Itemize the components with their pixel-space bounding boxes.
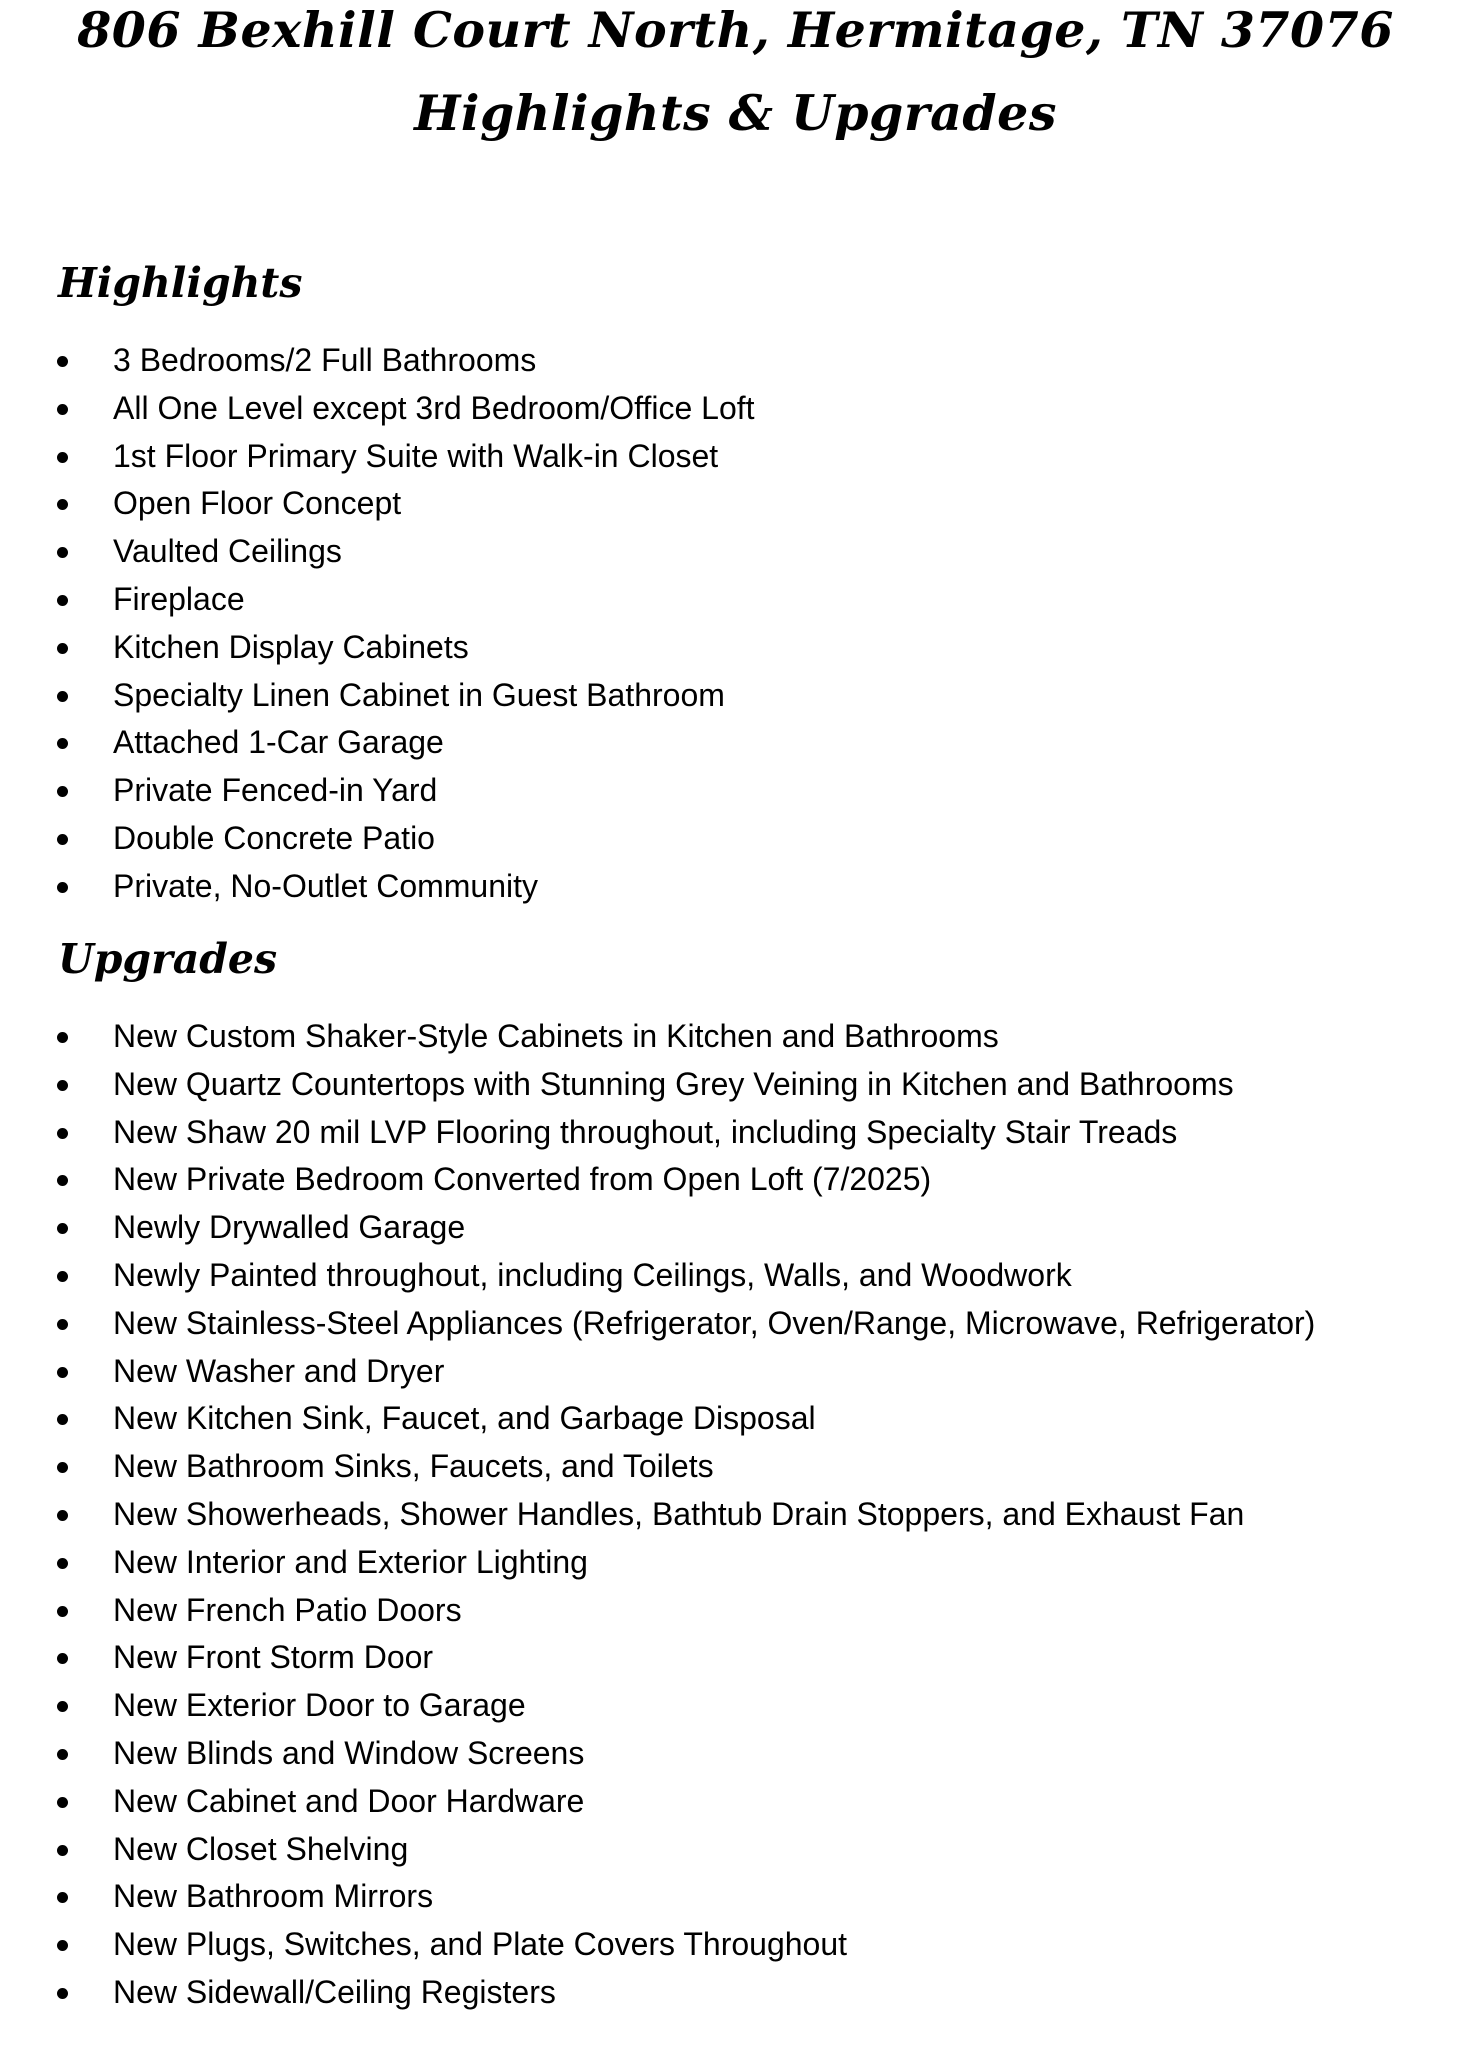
upgrade-item-text: New Kitchen Sink, Faucet, and Garbage Disposal bbox=[113, 1400, 816, 1437]
highlight-item-text: Vaulted Ceilings bbox=[113, 533, 342, 570]
upgrades-list bbox=[0, 1013, 1471, 2017]
upgrade-item bbox=[0, 1587, 1471, 1635]
highlight-item bbox=[0, 385, 1471, 433]
highlight-item bbox=[0, 672, 1471, 720]
bullet-icon bbox=[57, 1845, 68, 1856]
upgrade-item bbox=[0, 1204, 1471, 1252]
bullet-icon bbox=[57, 1128, 68, 1139]
upgrade-item bbox=[0, 1443, 1471, 1491]
upgrade-item bbox=[0, 1730, 1471, 1778]
upgrade-item bbox=[0, 1491, 1471, 1539]
highlights-heading: Highlights bbox=[58, 259, 303, 307]
bullet-icon bbox=[57, 643, 68, 654]
upgrade-item-text: New Blinds and Window Screens bbox=[113, 1734, 585, 1771]
bullet-icon bbox=[57, 1271, 68, 1282]
highlight-item-text: All One Level except 3rd Bedroom/Office Loft bbox=[113, 389, 755, 426]
highlight-item-text: Kitchen Display Cabinets bbox=[113, 628, 469, 665]
bullet-icon bbox=[57, 1462, 68, 1473]
upgrade-item-text: New Showerheads, Shower Handles, Bathtub Drain Stoppers, and Exhaust Fan bbox=[113, 1495, 1245, 1532]
upgrade-item bbox=[0, 1013, 1471, 1061]
highlight-item bbox=[0, 624, 1471, 672]
bullet-icon bbox=[57, 1988, 68, 1999]
upgrade-item-text: New Closet Shelving bbox=[113, 1830, 409, 1867]
upgrade-item bbox=[0, 1348, 1471, 1396]
upgrade-item bbox=[0, 1156, 1471, 1204]
bullet-icon bbox=[57, 1701, 68, 1712]
upgrade-item bbox=[0, 1061, 1471, 1109]
bullet-icon bbox=[57, 1080, 68, 1091]
highlight-item bbox=[0, 815, 1471, 863]
upgrade-item bbox=[0, 1252, 1471, 1300]
document-title-address: 806 Bexhill Court North, Hermitage, TN 37076 bbox=[77, 1, 1394, 59]
bullet-icon bbox=[57, 356, 68, 367]
document-title-subtitle: Highlights & Upgrades bbox=[414, 84, 1057, 142]
upgrade-item-text: New Cabinet and Door Hardware bbox=[113, 1782, 585, 1819]
bullet-icon bbox=[57, 547, 68, 558]
upgrade-item-text: New Stainless-Steel Appliances (Refrigerator, Oven/Range, Microwave, Refrigerator) bbox=[113, 1304, 1316, 1341]
bullet-icon bbox=[57, 1749, 68, 1760]
upgrade-item-text: New Sidewall/Ceiling Registers bbox=[113, 1973, 556, 2010]
highlight-item bbox=[0, 433, 1471, 481]
highlight-item bbox=[0, 480, 1471, 528]
upgrade-item-text: New Bathroom Sinks, Faucets, and Toilets bbox=[113, 1448, 714, 1485]
highlight-item-text: 1st Floor Primary Suite with Walk-in Closet bbox=[113, 437, 719, 474]
bullet-icon bbox=[57, 691, 68, 702]
upgrades-heading: Upgrades bbox=[58, 935, 278, 983]
highlight-item-text: 3 Bedrooms/2 Full Bathrooms bbox=[113, 342, 537, 378]
upgrade-item-text: New Private Bedroom Converted from Open Loft (7/2025) bbox=[113, 1161, 932, 1198]
upgrade-item bbox=[0, 1682, 1471, 1730]
upgrade-item bbox=[0, 1395, 1471, 1443]
bullet-icon bbox=[57, 404, 68, 415]
bullet-icon bbox=[57, 1606, 68, 1617]
highlight-item bbox=[0, 863, 1471, 911]
highlight-item bbox=[0, 576, 1471, 624]
highlight-item bbox=[0, 528, 1471, 576]
highlight-item bbox=[0, 767, 1471, 815]
bullet-icon bbox=[57, 1797, 68, 1808]
upgrade-item-text: New Plugs, Switches, and Plate Covers Throughout bbox=[113, 1926, 848, 1963]
bullet-icon bbox=[57, 738, 68, 749]
bullet-icon bbox=[57, 452, 68, 463]
upgrade-item-text: New French Patio Doors bbox=[113, 1591, 462, 1628]
bullet-icon bbox=[57, 1653, 68, 1664]
bullet-icon bbox=[57, 1175, 68, 1186]
highlight-item bbox=[0, 719, 1471, 767]
bullet-icon bbox=[57, 882, 68, 893]
upgrade-item-text: New Shaw 20 mil LVP Flooring throughout, including Specialty Stair Treads bbox=[113, 1113, 1178, 1150]
highlight-item-text: Open Floor Concept bbox=[113, 485, 402, 522]
highlight-item-text: Private, No-Outlet Community bbox=[113, 867, 539, 904]
bullet-icon bbox=[57, 1940, 68, 1951]
upgrade-item bbox=[0, 1921, 1471, 1969]
upgrade-item bbox=[0, 1873, 1471, 1921]
highlight-item bbox=[0, 337, 1471, 385]
bullet-icon bbox=[57, 1367, 68, 1378]
upgrade-item-text: New Custom Shaker-Style Cabinets in Kitchen and Bathrooms bbox=[113, 1018, 999, 1054]
bullet-icon bbox=[57, 786, 68, 797]
upgrade-item-text: Newly Painted throughout, including Ceilings, Walls, and Woodwork bbox=[113, 1256, 1072, 1293]
highlight-item-text: Private Fenced-in Yard bbox=[113, 772, 438, 809]
bullet-icon bbox=[57, 1319, 68, 1330]
highlight-item-text: Fireplace bbox=[113, 580, 245, 617]
highlights-list bbox=[0, 337, 1471, 911]
upgrade-item-text: New Exterior Door to Garage bbox=[113, 1687, 526, 1724]
bullet-icon bbox=[57, 595, 68, 606]
upgrade-item bbox=[0, 1300, 1471, 1348]
upgrade-item-text: New Interior and Exterior Lighting bbox=[113, 1543, 588, 1580]
upgrade-item bbox=[0, 1826, 1471, 1874]
upgrade-item-text: New Front Storm Door bbox=[113, 1639, 434, 1676]
upgrade-item-text: New Quartz Countertops with Stunning Grey Veining in Kitchen and Bathrooms bbox=[113, 1065, 1234, 1102]
upgrade-item bbox=[0, 1634, 1471, 1682]
bullet-icon bbox=[57, 499, 68, 510]
upgrade-item bbox=[0, 1778, 1471, 1826]
highlight-item-text: Specialty Linen Cabinet in Guest Bathroom bbox=[113, 676, 725, 713]
bullet-icon bbox=[57, 1032, 68, 1043]
highlight-item-text: Double Concrete Patio bbox=[113, 819, 435, 856]
upgrade-item-text: New Bathroom Mirrors bbox=[113, 1878, 434, 1915]
bullet-icon bbox=[57, 1558, 68, 1569]
bullet-icon bbox=[57, 1510, 68, 1521]
bullet-icon bbox=[57, 1223, 68, 1234]
upgrade-item-text: New Washer and Dryer bbox=[113, 1352, 445, 1389]
upgrade-item bbox=[0, 1969, 1471, 2017]
upgrade-item bbox=[0, 1539, 1471, 1587]
upgrade-item bbox=[0, 1109, 1471, 1157]
highlight-item-text: Attached 1-Car Garage bbox=[113, 724, 444, 761]
bullet-icon bbox=[57, 1414, 68, 1425]
bullet-icon bbox=[57, 1892, 68, 1903]
bullet-icon bbox=[57, 834, 68, 845]
upgrade-item-text: Newly Drywalled Garage bbox=[113, 1209, 466, 1246]
